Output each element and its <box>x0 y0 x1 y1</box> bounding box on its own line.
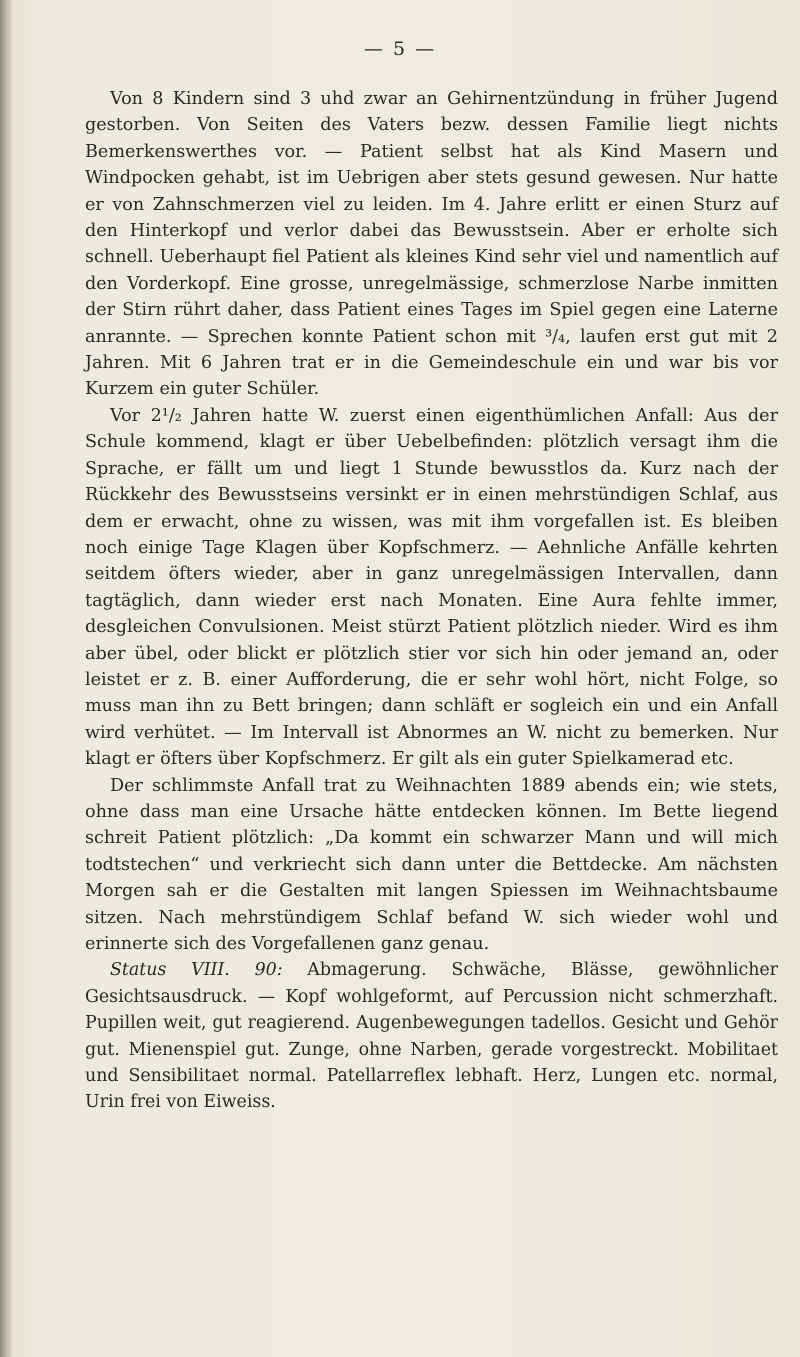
paragraph-family-history: Von 8 Kindern sind 3 uhd zwar an Gehirnentzündung in früher Jugend gestorben. Von Seiten des Vaters bezw. dessen Familie liegt nichts Bemerkenswerthes vor. — Patient selbst hat als Kind Masern und Windpocken gehabt, ist im Uebrigen aber stets gesund gewesen. Nur hatte er von Zahnschmerzen viel zu leiden. Im 4. Jahre erlitt er einen Sturz auf den Hinterkopf und verlor dabei das Bewusstsein. Aber er erholte sich schnell. Ueberhaupt fiel Patient als kleines Kind sehr viel und namentlich auf den Vorderkopf. Eine grosse, unregelmässige, schmerzlose Narbe inmitten der Stirn rührt daher, dass Patient eines Tages im Spiel gegen eine Laterne anrannte. — Sprechen konnte Patient schon mit ³/₄, laufen erst gut mit 2 Jahren. Mit 6 Jahren trat er in die Gemeindeschule ein und war bis vor Kurzem ein guter Schüler. <box>85 89 778 400</box>
page-binding-edge <box>0 0 12 1357</box>
paragraph-first-attack: Vor 2¹/₂ Jahren hatte W. zuerst einen eigenthümlichen Anfall: Aus der Schule kommend, klagt er über Uebelbefinden: plötzlich versagt ihm die Sprache, er fällt um und liegt 1 Stunde bewusstlos da. Kurz nach der Rückkehr des Bewusstseins versinkt er in einen mehrstündigen Schlaf, aus dem er erwacht, ohne zu wissen, was mit ihm vorgefallen ist. Es bleiben noch einige Tage Klagen über Kopfschmerz. — Aehnliche Anfälle kehrten seitdem öfters wieder, aber in ganz unregelmässigen Intervallen, dann tagtäglich, dann wieder erst nach Monaten. Eine Aura fehlte immer, desgleichen Convulsionen. Meist stürzt Patient plötzlich nieder. Wird es ihm aber übel, oder blickt er plötzlich stier vor sich hin oder jemand an, oder leistet er z. B. einer Aufforderung, die er sehr wohl hört, nicht Folge, so muss man ihn zu Bett bringen; dann schläft er sogleich ein und ein Anfall wird verhütet. — Im Intervall ist Abnormes an W. nicht zu bemerken. Nur klagt er öfters über Kopfschmerz. Er gilt als ein guter Spielkamerad etc. <box>85 405 778 770</box>
page-number: — 5 — <box>363 38 437 60</box>
status-label: Status VIII. 90: <box>110 960 283 981</box>
body-text <box>85 86 778 1116</box>
paragraph-worst-attack: Der schlimmste Anfall trat zu Weihnachten 1889 abends ein; wie stets, ohne dass man eine Ursache hätte entdecken können. Im Bette liegend schreit Patient plötzlich: „Da kommt ein schwarzer Mann und will mich todtstechen“ und verkriecht sich dann unter die Bettdecke. Am nächsten Morgen sah er die Gestalten mit langen Spiessen im Weihnachtsbaume sitzen. Nach mehrstündigem Schlaf befand W. sich wieder wohl und erinnerte sich des Vorgefallenen ganz genau. <box>85 775 778 954</box>
status-text: Abmagerung. Schwäche, Blässe, gewöhnlicher Gesichtsausdruck. — Kopf wohlgeformt, auf Percussion nicht schmerzhaft. Pupillen weit, gut reagierend. Augenbewegungen tadellos. Gesicht und Gehör gut. Mienenspiel gut. Zunge, ohne Narben, gerade vorgestreckt. Mobilitaet und Sensibilitaet normal. Patellarreflex lebhaft. Herz, Lungen etc. normal, Urin frei von Eiweiss. <box>85 960 778 1113</box>
paragraph-status <box>85 957 778 1115</box>
